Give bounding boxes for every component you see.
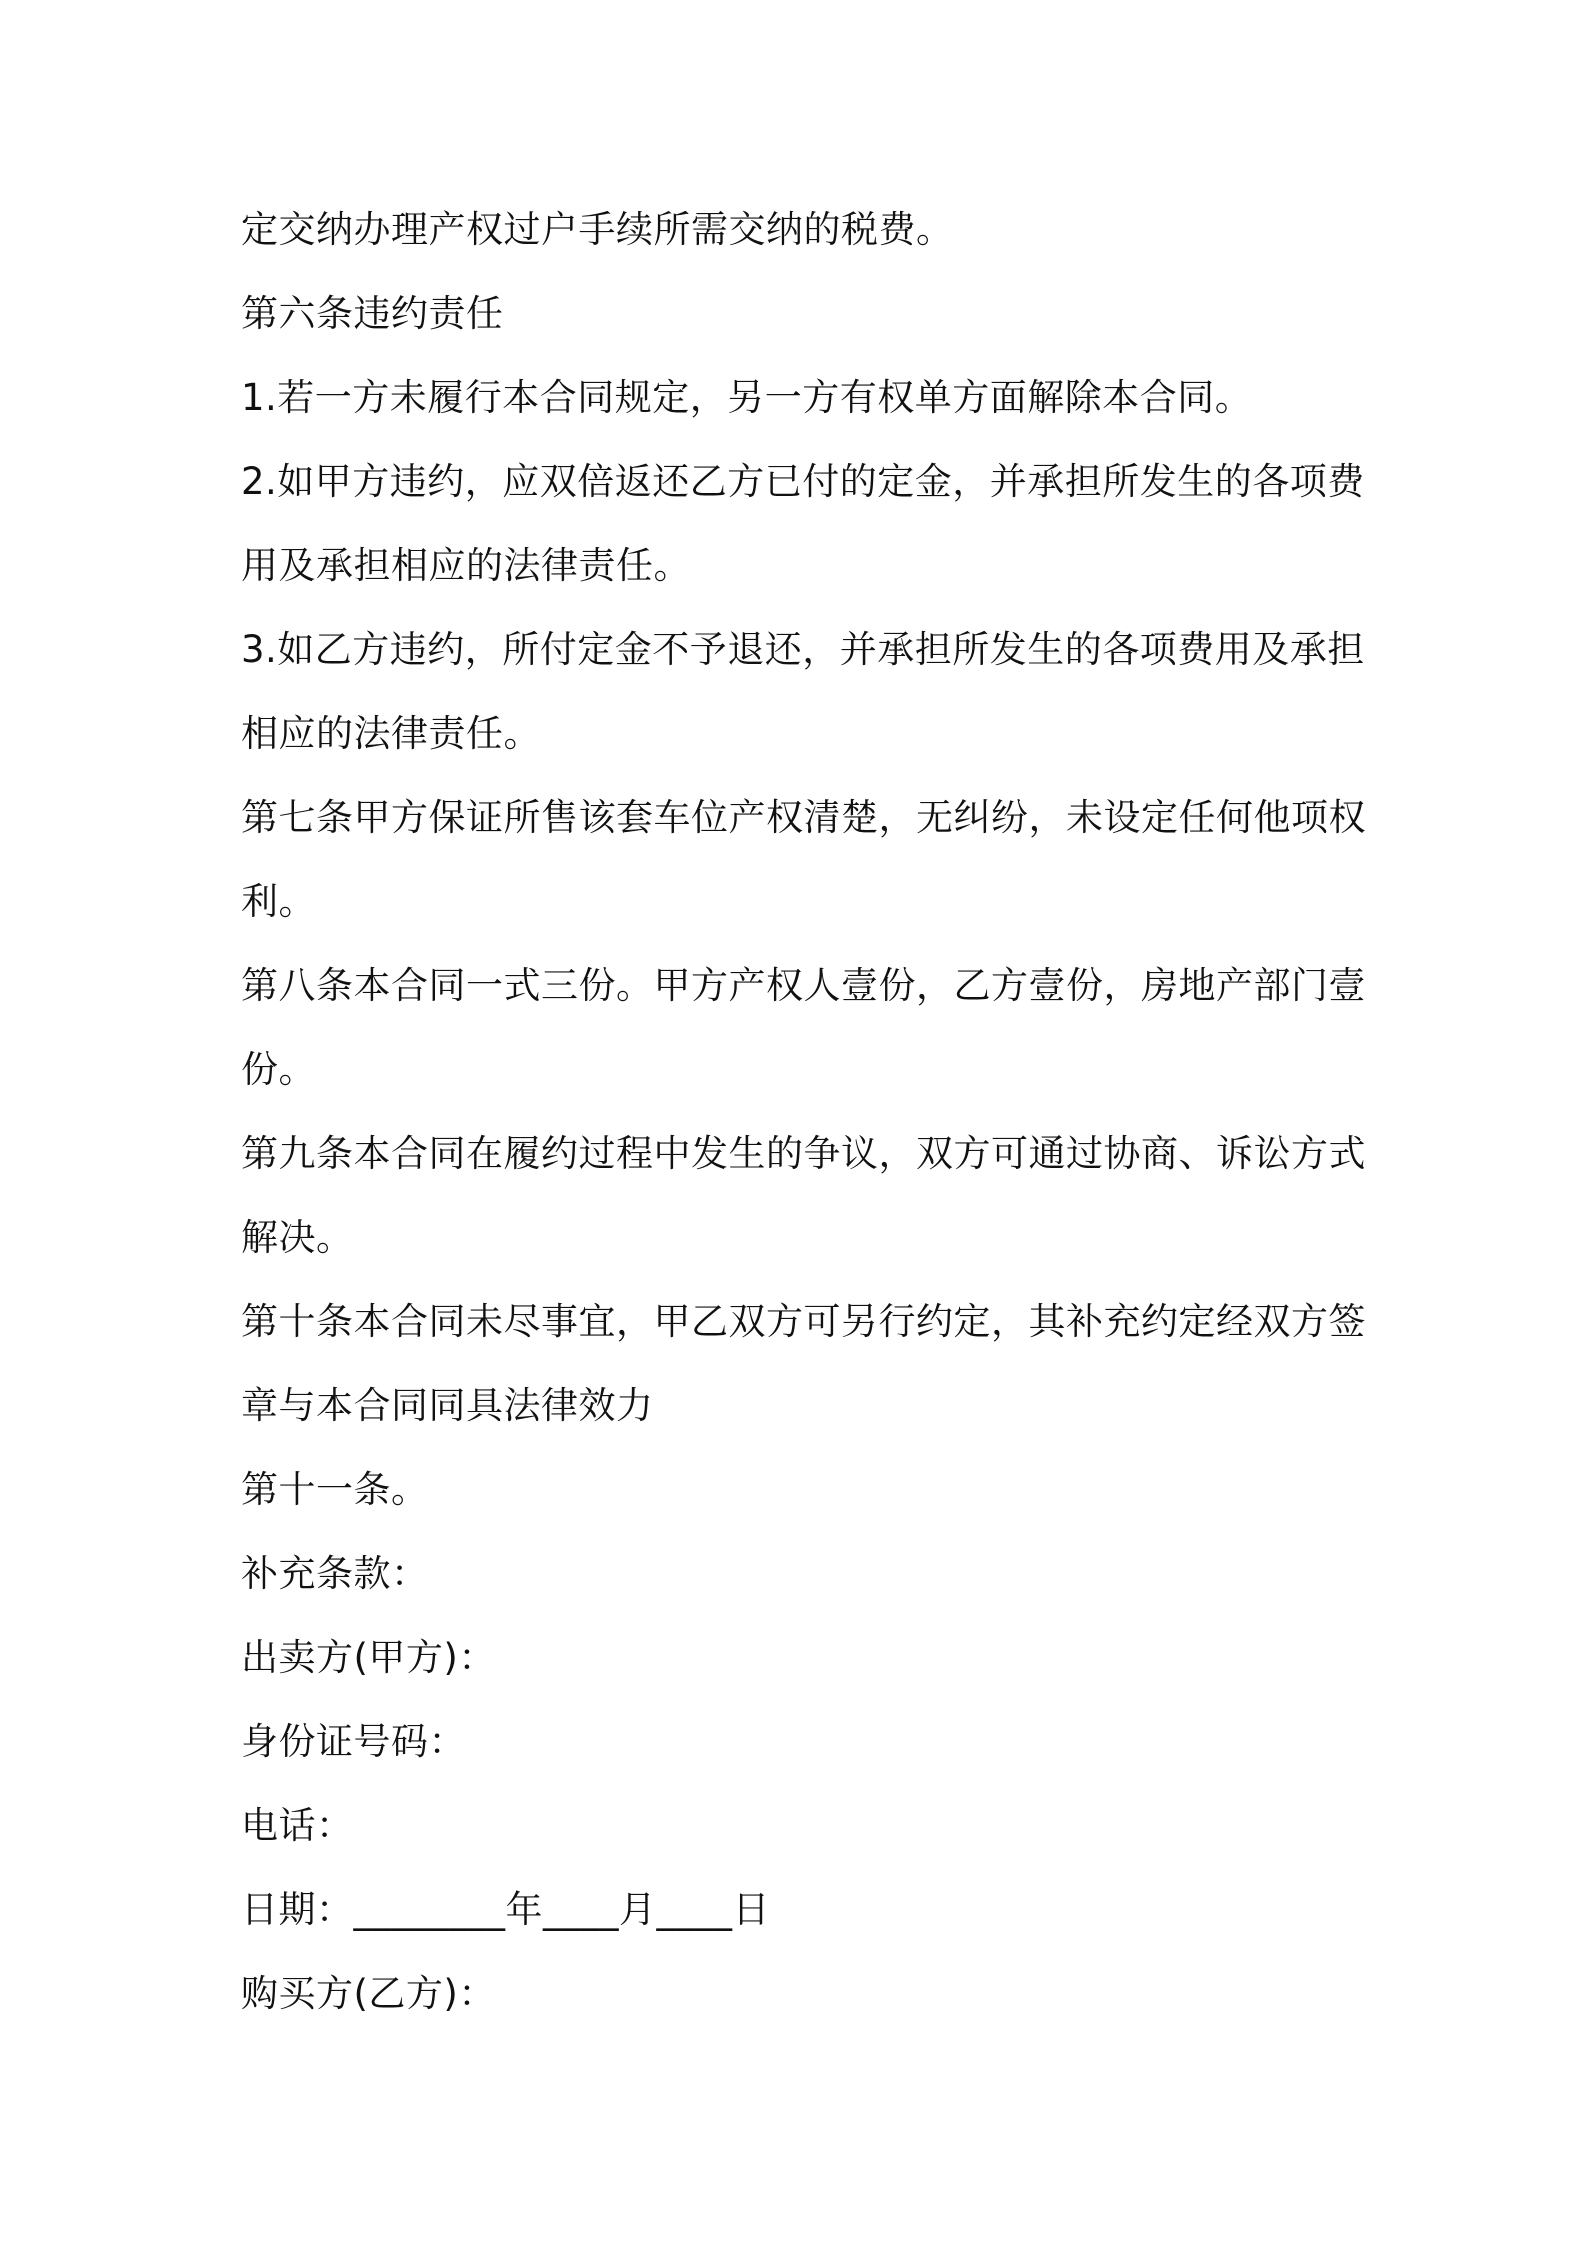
article-10-text: 第十条本合同未尽事宜，甲乙双方可另行约定，其补充约定经双方签 bbox=[241, 1300, 1366, 1343]
article-8-text: 第八条本合同一式三份。甲方产权人壹份，乙方壹份，房地产部门壹 bbox=[241, 964, 1366, 1007]
article-9-text: 第九条本合同在履约过程中发生的争议，双方可通过协商、诉讼方式 bbox=[241, 1132, 1366, 1175]
text-line: 解决。 bbox=[241, 1216, 354, 1259]
phone-label: 电话： bbox=[241, 1804, 354, 1847]
article-7-text: 第七条甲方保证所售该套车位产权清楚，无纠纷，未设定任何他项权 bbox=[241, 796, 1366, 839]
text-line: 2.如甲方违约，应双倍返还乙方已付的定金，并承担所发生的各项费 bbox=[241, 460, 1365, 503]
text-line: 1.若一方未履行本合同规定，另一方有权单方面解除本合同。 bbox=[241, 376, 1253, 419]
article-11-text: 第十一条。 bbox=[241, 1468, 429, 1511]
id-number-label: 身份证号码： bbox=[241, 1720, 466, 1763]
buyer-label: 购买方(乙方)： bbox=[241, 1972, 496, 2015]
date-label: 日期：________年____月____日 bbox=[241, 1888, 770, 1931]
text-line: 相应的法律责任。 bbox=[241, 712, 541, 755]
seller-label: 出卖方(甲方)： bbox=[241, 1636, 496, 1679]
text-line: 用及承担相应的法律责任。 bbox=[241, 544, 691, 587]
text-line: 利。 bbox=[241, 880, 316, 923]
text-line: 定交纳办理产权过户手续所需交纳的税费。 bbox=[241, 208, 954, 251]
text-line: 章与本合同同具法律效力 bbox=[241, 1384, 654, 1427]
supplementary-terms-label: 补充条款： bbox=[241, 1552, 429, 1595]
text-line: 3.如乙方违约，所付定金不予退还，并承担所发生的各项费用及承担 bbox=[241, 628, 1365, 671]
text-line: 份。 bbox=[241, 1048, 316, 1091]
article-6-heading: 第六条违约责任 bbox=[241, 292, 504, 335]
